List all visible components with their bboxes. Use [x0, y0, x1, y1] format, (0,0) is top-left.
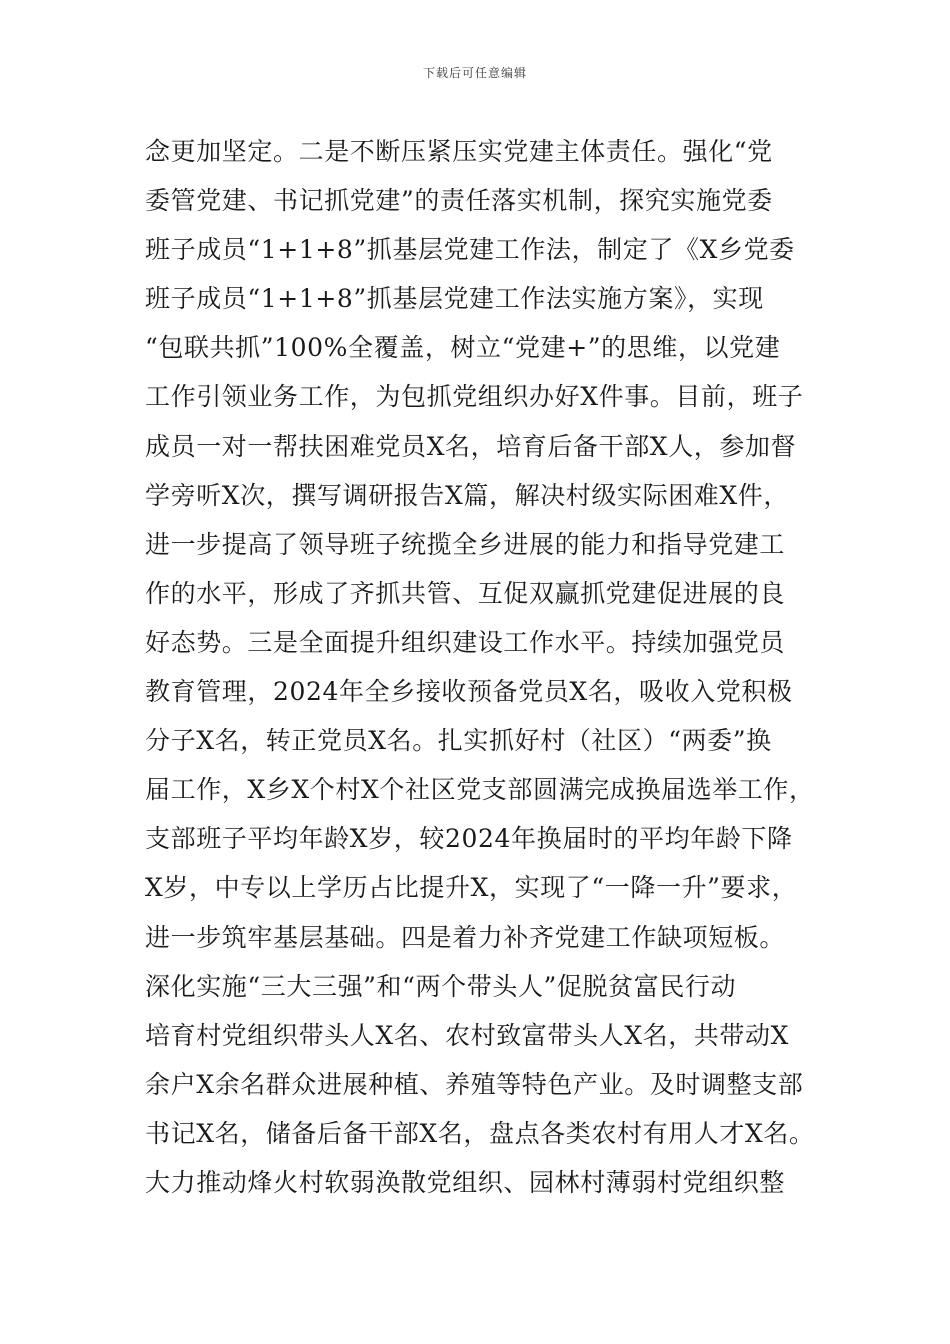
text-line: 班子成员“1+1+8”抓基层党建工作法实施方案》，实现 [145, 284, 764, 314]
text-line: 学旁听X次，撰写调研报告X篇，解决村级实际困难X件， [145, 480, 789, 510]
text-line: 进一步筑牢基层基础。四是着力补齐党建工作缺项短板。 [145, 922, 786, 952]
text-line: 班子成员“1+1+8”抓基层党建工作法，制定了《X乡党委 [145, 235, 795, 265]
text-line: 成员一对一帮扶困难党员X名，培育后备干部X人，参加督 [145, 431, 797, 461]
text-line: 念更加坚定。二是不断压紧压实党建主体责任。强化“党 [145, 137, 773, 166]
text-line: “包联共抓”100%全覆盖，树立“党建+”的思维，以党建 [145, 333, 781, 363]
text-line: 余户X余名群众进展种植、养殖等特色产业。及时调整支部 [145, 1069, 804, 1099]
text-line: 书记X名，储备后备干部X名，盘点各类农村有用人才X名。 [145, 1118, 815, 1148]
body-text [145, 127, 825, 1207]
text-line: 教育管理，2024年全乡接收预备党员X名，吸收入党积极 [145, 677, 793, 707]
text-line: 届工作，X乡X个村X个社区党支部圆满完成换届选举工作， [145, 775, 815, 805]
text-line: 进一步提高了领导班子统揽全乡进展的能力和指导党建工 [145, 529, 786, 559]
text-line: 深化实施“三大三强”和“两个带头人”促脱贫富民行动 [145, 971, 737, 1001]
text-line: X岁，中专以上学历占比提升X，实现了“一降一升”要求， [145, 873, 798, 903]
text-line: 大力推动烽火村软弱涣散党组织、园林村薄弱村党组织整 [145, 1167, 786, 1197]
text-line: 好态势。三是全面提升组织建设工作水平。持续加强党员 [145, 627, 786, 657]
page-header: 下载后可任意编辑 [422, 66, 527, 80]
text-line: 分子X名，转正党员X名。扎实抓好村（社区）“两委”换 [145, 726, 772, 756]
text-line: 支部班子平均年龄X岁，较2024年换届时的平均年龄下降 [145, 824, 793, 854]
text-line: 工作引领业务工作，为包抓党组织办好X件事。目前，班子 [145, 382, 804, 412]
text-line: 委管党建、书记抓党建”的责任落实机制，探究实施党委 [145, 186, 773, 216]
text-line: 培育村党组织带头人X名、农村致富带头人X名，共带动X [145, 1020, 789, 1050]
text-line: 作的水平，形成了齐抓共管、互促双赢抓党建促进展的良 [145, 578, 786, 608]
